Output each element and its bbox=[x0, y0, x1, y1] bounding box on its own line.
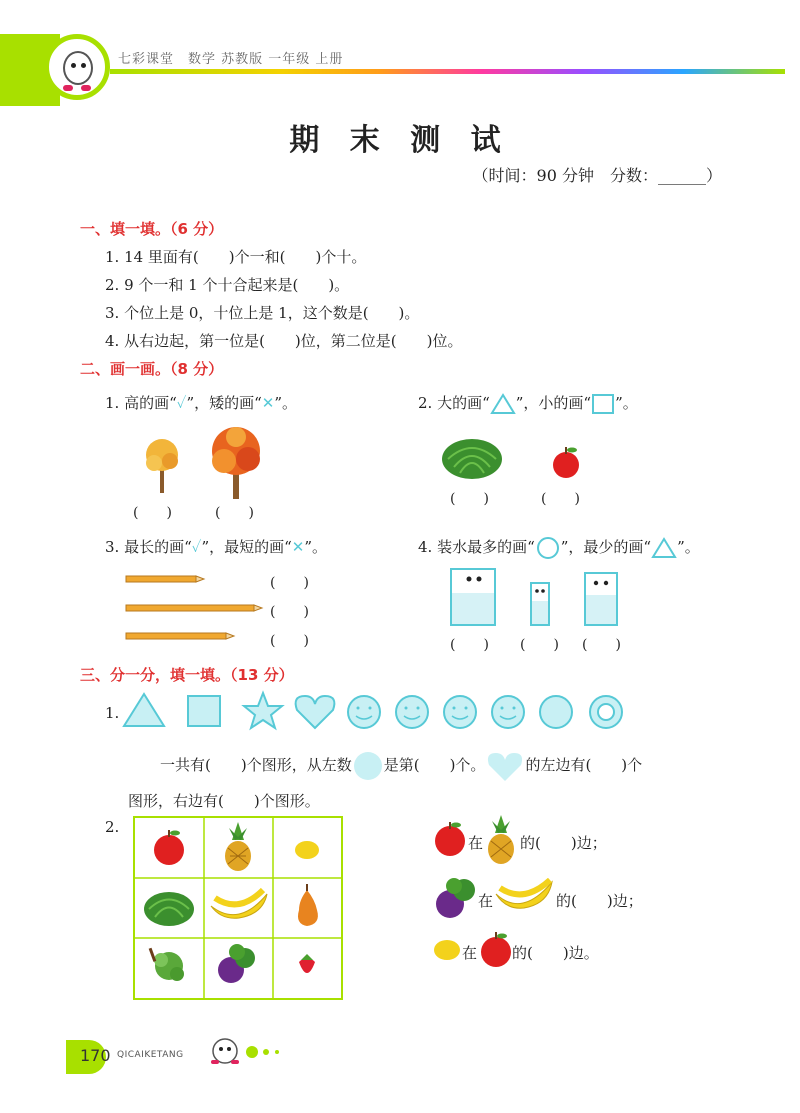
page-header bbox=[0, 0, 800, 110]
q2-row1-text-b: 的( )边； bbox=[520, 834, 607, 852]
page-title: 期 末 测 试 bbox=[289, 123, 511, 158]
lemon-icon bbox=[432, 936, 462, 964]
time-score-line: （时间：90 分钟 分数：______） bbox=[472, 166, 722, 185]
smiley-icon bbox=[492, 696, 524, 728]
section2-q1: 1. 高的画“✓”，矮的画“✕”。 bbox=[105, 394, 298, 412]
q2-row3-text-b: 的( )边。 bbox=[512, 944, 599, 962]
answer-paren: ( ) bbox=[270, 575, 309, 591]
mascot-eye bbox=[71, 63, 76, 68]
answer-paren: ( ) bbox=[520, 637, 559, 653]
section3-heading: 三、分一分，填一填。（13 分） bbox=[80, 666, 294, 684]
apple-icon bbox=[154, 830, 184, 865]
square-icon bbox=[591, 393, 615, 415]
q2-row1-text-a: 在 bbox=[468, 834, 484, 852]
header-rainbow-rule bbox=[110, 69, 785, 74]
plum-icon bbox=[432, 876, 476, 920]
page-number-tab bbox=[66, 1040, 111, 1074]
cross-mark: ✕ bbox=[291, 538, 305, 556]
section1-item: 1. 14 里面有( )个一和( )个十。 bbox=[105, 248, 367, 266]
wide-cup-icon bbox=[451, 569, 495, 625]
triangle-icon bbox=[651, 537, 677, 559]
ring-icon bbox=[590, 696, 622, 728]
section2-heading: 二、画一画。（8 分） bbox=[80, 360, 224, 378]
q2-row3-text-a: 在 bbox=[462, 944, 478, 962]
q2-row2-text-a: 在 bbox=[478, 892, 494, 910]
check-mark: ✓ bbox=[176, 394, 187, 412]
answer-paren: ( ) bbox=[270, 604, 309, 620]
section3-q1-line2: 图形，右边有( )个图形。 bbox=[128, 792, 320, 810]
fruits-size-picture bbox=[440, 437, 590, 485]
fruit-grid bbox=[133, 816, 343, 1000]
narrow-cup-icon bbox=[531, 583, 549, 625]
check-mark: ✓ bbox=[191, 538, 202, 556]
q2-row2-text-b: 的( )边； bbox=[556, 892, 643, 910]
shapes-row bbox=[122, 690, 632, 732]
section3-q1-line1: 一共有( )个图形，从左数 是第( )个。 的左边有( )个 bbox=[160, 750, 642, 782]
pineapple-icon bbox=[484, 815, 518, 865]
banana-icon bbox=[494, 878, 556, 918]
section2-q2: 2. 大的画“ ”，小的画“ ”。 bbox=[418, 392, 638, 415]
mascot-eye bbox=[81, 63, 86, 68]
vegetable-icon bbox=[149, 948, 184, 981]
mascot-shoe bbox=[81, 85, 91, 91]
watermelon-icon bbox=[144, 892, 194, 926]
pencil-icon bbox=[126, 576, 204, 582]
pineapple-icon bbox=[225, 822, 251, 871]
star-icon bbox=[244, 693, 282, 728]
banana-icon bbox=[211, 890, 267, 918]
answer-paren: ( ) bbox=[450, 637, 489, 653]
apple-icon bbox=[432, 820, 468, 858]
smiley-icon bbox=[348, 696, 380, 728]
smiley-icon bbox=[444, 696, 476, 728]
small-tree-icon bbox=[146, 439, 178, 493]
answer-paren: ( ) bbox=[450, 491, 489, 507]
cups-picture bbox=[445, 565, 625, 630]
fruit-grid-drawing bbox=[135, 818, 341, 998]
answer-paren: ( ) bbox=[215, 505, 254, 521]
heart-icon bbox=[296, 696, 335, 728]
square-icon bbox=[188, 696, 220, 726]
pencil-icon bbox=[126, 633, 234, 639]
section1-item: 4. 从右边起，第一位是( )位，第二位是( )位。 bbox=[105, 332, 463, 350]
footer-dot bbox=[263, 1049, 269, 1055]
footer-brand: QICAIKETANG bbox=[117, 1050, 184, 1060]
section1-item: 3. 个位上是 0，十位上是 1，这个数是( )。 bbox=[105, 304, 420, 322]
answer-paren: ( ) bbox=[270, 633, 309, 649]
tall-tree-icon bbox=[212, 427, 260, 499]
mascot-logo bbox=[44, 34, 110, 100]
medium-cup-icon bbox=[585, 573, 617, 625]
watermelon-icon bbox=[442, 439, 502, 479]
page-number: 170 bbox=[80, 1046, 111, 1065]
pencils-picture bbox=[125, 572, 265, 644]
smiley-icon bbox=[396, 696, 428, 728]
strawberry-icon bbox=[299, 954, 315, 973]
trees-picture bbox=[130, 425, 280, 505]
plum-icon bbox=[218, 944, 255, 983]
footer-dot bbox=[275, 1050, 279, 1054]
cross-mark: ✕ bbox=[261, 394, 275, 412]
footer-mascot-icon bbox=[205, 1036, 245, 1066]
pear-icon bbox=[298, 884, 318, 926]
circle-icon bbox=[540, 696, 572, 728]
pencil-icon bbox=[126, 605, 262, 611]
book-series-line: 七彩课堂 数学 苏教版 一年级 上册 bbox=[118, 52, 344, 67]
answer-paren: ( ) bbox=[582, 637, 621, 653]
footer-dot bbox=[246, 1046, 258, 1058]
apple-icon bbox=[478, 930, 514, 970]
triangle-icon bbox=[490, 393, 516, 415]
apple-icon bbox=[553, 447, 579, 478]
answer-paren: ( ) bbox=[133, 505, 172, 521]
section2-q3: 3. 最长的画“✓”，最短的画“✕”。 bbox=[105, 538, 328, 556]
section1-heading: 一、填一填。（6 分） bbox=[80, 220, 224, 238]
circle-icon bbox=[535, 536, 561, 560]
section2-q4: 4. 装水最多的画“ ”，最少的画“ ”。 bbox=[418, 536, 700, 560]
lemon-icon bbox=[295, 841, 319, 859]
section3-q1-number: 1. bbox=[105, 704, 120, 722]
mascot-shoe bbox=[63, 85, 73, 91]
mascot-face bbox=[63, 51, 93, 85]
answer-paren: ( ) bbox=[541, 491, 580, 507]
triangle-icon bbox=[124, 694, 164, 726]
section1-item: 2. 9 个一和 1 个十合起来是( )。 bbox=[105, 276, 350, 294]
heart-icon bbox=[485, 750, 525, 782]
circle-icon bbox=[352, 751, 384, 781]
section3-q2-number: 2. bbox=[105, 818, 120, 836]
